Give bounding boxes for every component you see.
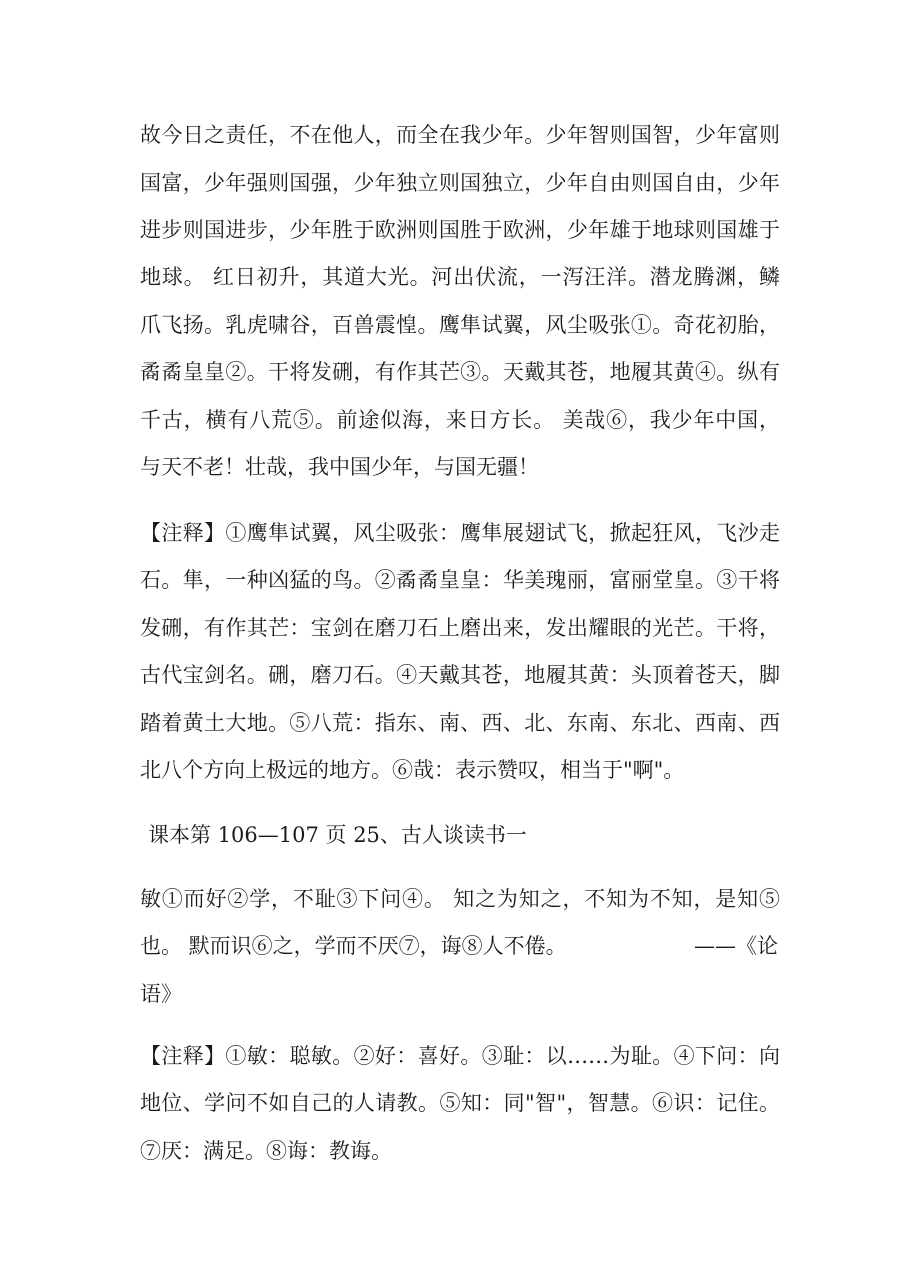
annotation-line: 踏着黄土大地。⑤八荒：指东、南、西、北、东南、东北、西南、西 xyxy=(140,711,780,735)
quote-source: ——《论 xyxy=(694,934,778,958)
text-line: 国富，少年强则国强，少年独立则国独立，少年自由则国自由，少年 xyxy=(140,171,780,195)
annotation-line: 【注释】①鹰隼试翼，风尘吸张：鹰隼展翅试飞，掀起狂风，飞沙走 xyxy=(140,521,780,545)
annotation-line: 石。隼，一种凶猛的鸟。②矞矞皇皇：华美瑰丽，富丽堂皇。③干将 xyxy=(140,568,780,592)
text-line: 语》 xyxy=(140,982,182,1006)
text-line: 千古，横有八荒⑤。前途似海，来日方长。 美哉⑥，我少年中国， xyxy=(140,408,780,432)
text-line: 矞矞皇皇②。干将发硎，有作其芒③。天戴其苍，地履其黄④。纵有 xyxy=(140,360,780,384)
annotation-line: 地位、学问不如自己的人请教。⑤知：同"智"，智慧。⑥识：记住。 xyxy=(140,1091,780,1115)
text-line: 故今日之责任，不在他人，而全在我少年。少年智则国智，少年富则 xyxy=(140,123,780,147)
text-line: 进步则国进步，少年胜于欧洲则国胜于欧洲，少年雄于地球则国雄于 xyxy=(140,218,780,242)
text-line xyxy=(140,934,780,958)
annotation-line: 古代宝剑名。硎，磨刀石。④天戴其苍，地履其黄：头顶着苍天，脚 xyxy=(140,663,780,687)
annotation-line: 【注释】①敏：聪敏。②好：喜好。③耻：以……为耻。④下问：向 xyxy=(140,1044,780,1068)
text-line: 地球。 红日初升，其道大光。河出伏流，一泻汪洋。潜龙腾渊，鳞 xyxy=(140,265,780,289)
annotation-line: 发硎，有作其芒：宝剑在磨刀石上磨出来，发出耀眼的光芒。干将， xyxy=(140,616,780,640)
annotation-line: 北八个方向上极远的地方。⑥哉：表示赞叹，相当于"啊"。 xyxy=(140,758,685,782)
quote-text: 也。 默而识⑥之，学而不厌⑦，诲⑧人不倦。 xyxy=(140,934,567,958)
annotation-line: ⑦厌：满足。⑧诲：教诲。 xyxy=(140,1139,392,1163)
text-line: 与天不老！壮哉，我中国少年，与国无疆！ xyxy=(140,455,539,479)
text-line: 敏①而好②学，不耻③下问④。 知之为知之，不知为不知，是知⑤ xyxy=(140,887,780,911)
section-heading: 课本第 106—107 页 25、古人谈读书一 xyxy=(148,823,527,847)
text-line: 爪飞扬。乳虎啸谷，百兽震惶。鹰隼试翼，风尘吸张①。奇花初胎， xyxy=(140,313,780,337)
